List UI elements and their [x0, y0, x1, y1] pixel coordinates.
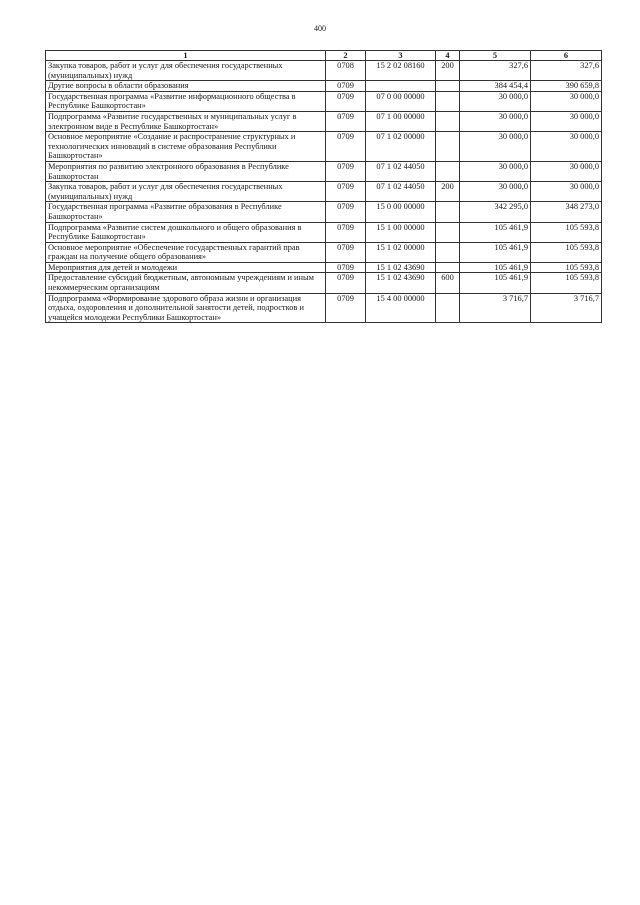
expense-type-cell — [436, 81, 460, 92]
row-name-cell: Основное мероприятие «Создание и распространение структурных и технологических инноваций в системе образования Республики Башкортостан» — [46, 132, 326, 162]
budget-table — [45, 50, 602, 323]
target-code-cell: 15 4 00 00000 — [366, 293, 436, 323]
row-name-cell: Государственная программа «Развитие информационного общества в Республике Башкортостан» — [46, 91, 326, 111]
section-code-cell: 0709 — [326, 182, 366, 202]
table-row — [46, 293, 602, 323]
expense-type-cell — [436, 132, 460, 162]
section-code-cell: 0709 — [326, 111, 366, 131]
amount-year1-cell: 30 000,0 — [460, 182, 531, 202]
expense-type-cell — [436, 161, 460, 181]
expense-type-cell: 600 — [436, 273, 460, 293]
amount-year2-cell: 327,6 — [531, 61, 602, 81]
amount-year2-cell: 3 716,7 — [531, 293, 602, 323]
table-row — [46, 202, 602, 222]
row-name-cell: Мероприятия для детей и молодежи — [46, 262, 326, 273]
amount-year2-cell: 348 273,0 — [531, 202, 602, 222]
row-name-cell: Другие вопросы в области образования — [46, 81, 326, 92]
table-row — [46, 81, 602, 92]
amount-year2-cell: 30 000,0 — [531, 111, 602, 131]
table-row — [46, 161, 602, 181]
row-name-cell: Закупка товаров, работ и услуг для обеспечения государственных (муниципальных) нужд — [46, 182, 326, 202]
expense-type-cell — [436, 293, 460, 323]
amount-year1-cell: 384 454,4 — [460, 81, 531, 92]
amount-year1-cell: 342 295,0 — [460, 202, 531, 222]
expense-type-cell: 200 — [436, 61, 460, 81]
column-header: 1 — [46, 51, 326, 61]
table-row — [46, 111, 602, 131]
target-code-cell: 07 1 02 44050 — [366, 161, 436, 181]
expense-type-cell — [436, 262, 460, 273]
amount-year2-cell: 30 000,0 — [531, 182, 602, 202]
table-row — [46, 91, 602, 111]
table-row — [46, 132, 602, 162]
table-row — [46, 182, 602, 202]
amount-year1-cell: 30 000,0 — [460, 132, 531, 162]
target-code-cell: 15 1 02 43690 — [366, 262, 436, 273]
amount-year1-cell: 30 000,0 — [460, 111, 531, 131]
target-code-cell: 07 1 00 00000 — [366, 111, 436, 131]
expense-type-cell — [436, 242, 460, 262]
amount-year1-cell: 105 461,9 — [460, 242, 531, 262]
amount-year2-cell: 30 000,0 — [531, 132, 602, 162]
expense-type-cell — [436, 222, 460, 242]
row-name-cell: Подпрограмма «Развитие государственных и муниципальных услуг в электронном виде в Республике Башкортостан» — [46, 111, 326, 131]
section-code-cell: 0709 — [326, 161, 366, 181]
column-header: 4 — [436, 51, 460, 61]
target-code-cell: 15 1 00 00000 — [366, 222, 436, 242]
target-code-cell: 15 1 02 00000 — [366, 242, 436, 262]
row-name-cell: Закупка товаров, работ и услуг для обеспечения государственных (муниципальных) нужд — [46, 61, 326, 81]
amount-year2-cell: 105 593,8 — [531, 262, 602, 273]
page-number: 400 — [314, 24, 326, 33]
target-code-cell — [366, 81, 436, 92]
section-code-cell: 0709 — [326, 81, 366, 92]
amount-year2-cell: 105 593,8 — [531, 273, 602, 293]
column-header: 6 — [531, 51, 602, 61]
section-code-cell: 0709 — [326, 273, 366, 293]
table-row — [46, 222, 602, 242]
target-code-cell: 07 1 02 44050 — [366, 182, 436, 202]
section-code-cell: 0709 — [326, 91, 366, 111]
amount-year1-cell: 30 000,0 — [460, 161, 531, 181]
section-code-cell: 0709 — [326, 262, 366, 273]
amount-year2-cell: 30 000,0 — [531, 161, 602, 181]
expense-type-cell: 200 — [436, 182, 460, 202]
amount-year2-cell: 30 000,0 — [531, 91, 602, 111]
section-code-cell: 0709 — [326, 293, 366, 323]
table-body — [46, 61, 602, 323]
column-header: 3 — [366, 51, 436, 61]
amount-year1-cell: 30 000,0 — [460, 91, 531, 111]
header-row — [46, 51, 602, 61]
section-code-cell: 0709 — [326, 222, 366, 242]
expense-type-cell — [436, 202, 460, 222]
row-name-cell: Мероприятия по развитию электронного образования в Республике Башкортостан — [46, 161, 326, 181]
section-code-cell: 0709 — [326, 242, 366, 262]
target-code-cell: 07 1 02 00000 — [366, 132, 436, 162]
target-code-cell: 07 0 00 00000 — [366, 91, 436, 111]
amount-year1-cell: 105 461,9 — [460, 262, 531, 273]
column-header: 5 — [460, 51, 531, 61]
row-name-cell: Основное мероприятие «Обеспечение государственных гарантий прав граждан на получение общего образования» — [46, 242, 326, 262]
expense-type-cell — [436, 91, 460, 111]
target-code-cell: 15 1 02 43690 — [366, 273, 436, 293]
expense-type-cell — [436, 111, 460, 131]
amount-year1-cell: 327,6 — [460, 61, 531, 81]
row-name-cell: Предоставление субсидий бюджетным, автономным учреждениям и иным некоммерческим организациям — [46, 273, 326, 293]
amount-year1-cell: 105 461,9 — [460, 273, 531, 293]
row-name-cell: Государственная программа «Развитие образования в Республике Башкортостан» — [46, 202, 326, 222]
target-code-cell: 15 2 02 08160 — [366, 61, 436, 81]
section-code-cell: 0709 — [326, 132, 366, 162]
amount-year2-cell: 390 659,8 — [531, 81, 602, 92]
section-code-cell: 0709 — [326, 202, 366, 222]
table-row — [46, 242, 602, 262]
amount-year2-cell: 105 593,8 — [531, 242, 602, 262]
section-code-cell: 0708 — [326, 61, 366, 81]
amount-year1-cell: 105 461,9 — [460, 222, 531, 242]
target-code-cell: 15 0 00 00000 — [366, 202, 436, 222]
row-name-cell: Подпрограмма «Развитие систем дошкольного и общего образования в Республике Башкортостан» — [46, 222, 326, 242]
table-row — [46, 273, 602, 293]
table-row — [46, 262, 602, 273]
table-row — [46, 61, 602, 81]
amount-year1-cell: 3 716,7 — [460, 293, 531, 323]
column-header: 2 — [326, 51, 366, 61]
amount-year2-cell: 105 593,8 — [531, 222, 602, 242]
row-name-cell: Подпрограмма «Формирование здорового образа жизни и организация отдыха, оздоровления и дополнительной занятости детей, подростков и учащейся молодежи Республики Башкортостан» — [46, 293, 326, 323]
